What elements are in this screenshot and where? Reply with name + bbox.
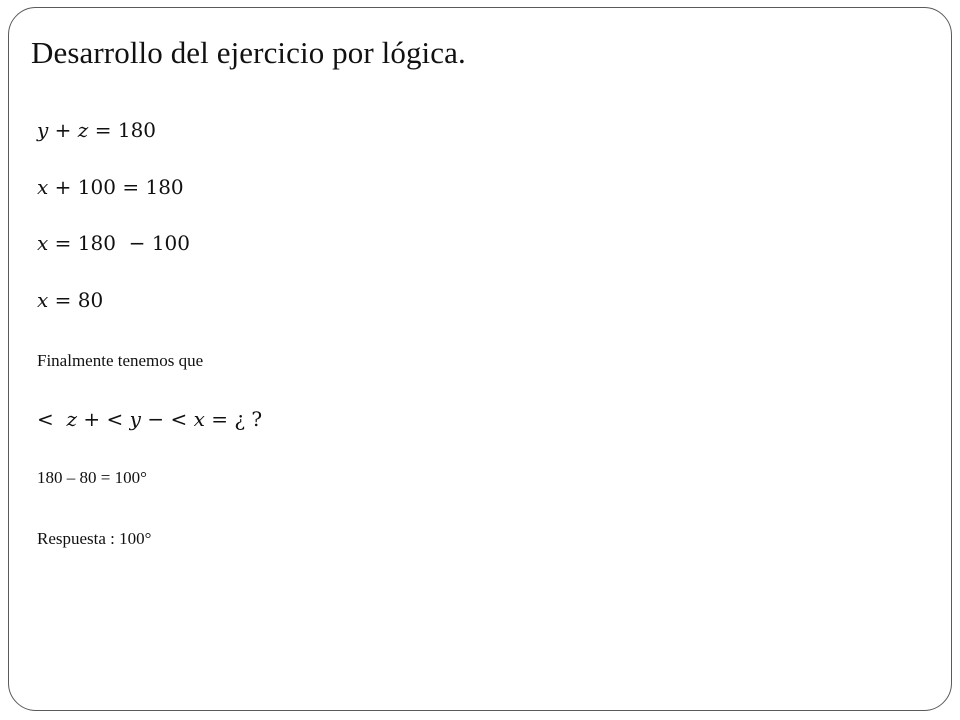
equation-4: x = 80 — [37, 288, 104, 312]
angle-expression: < z + < y − < x = ¿ ? — [37, 407, 263, 431]
equation-3: x = 180 − 100 — [37, 231, 191, 255]
answer-line: Respuesta : 100° — [37, 529, 152, 548]
equation-2: x + 100 = 180 — [37, 175, 184, 199]
slide-frame — [8, 7, 952, 711]
slide-title: Desarrollo del ejercicio por lógica. — [31, 35, 466, 70]
conclusion-label: Finalmente tenemos que — [37, 351, 204, 370]
equation-1: y + z = 180 — [37, 118, 157, 142]
computation-line: 180 – 80 = 100° — [37, 468, 147, 487]
